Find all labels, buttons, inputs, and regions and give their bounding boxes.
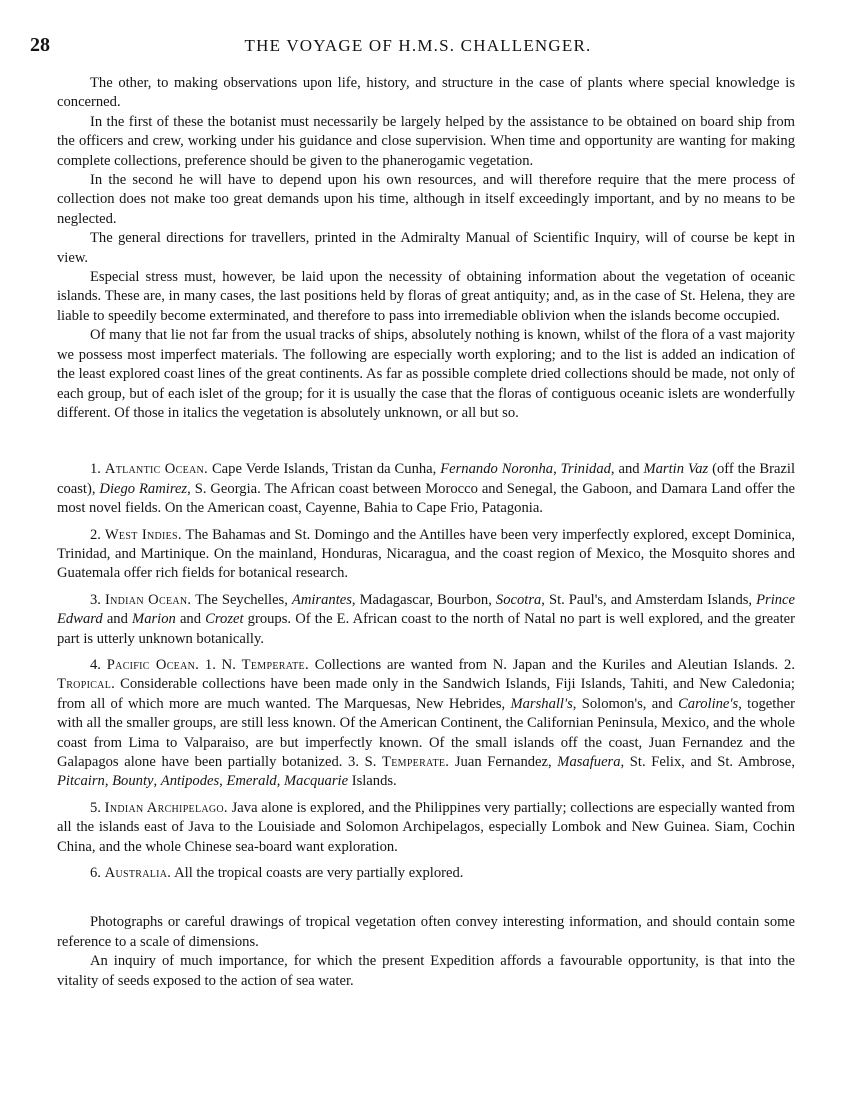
region-atlantic-ocean — [57, 460, 795, 518]
region-text: , together with all the smaller groups, are still less known. Of the American Continent, the Californian Peninsula, Mexico, and the whole coast from Lima to Valparaiso, are but imperfectly known. Of the small islands off the coast, Juan Fernandez and the Galapagos alone have been partially botanized. — [57, 695, 795, 770]
subregion-number: 1. N. — [204, 656, 236, 673]
region-number: 4. — [90, 656, 101, 673]
unknown-locality: Macquarie — [284, 773, 349, 790]
page-header — [30, 34, 806, 58]
region-text: , and — [610, 461, 644, 478]
region-text: Java alone is explored, and the Philippines very partially; collections are especially wanted from all the islands east of Java to the Louisiade and Solomon Archipelagos, especially Lombok and New Guinea. Siam, Cochin China, and the whole Chinese sea-board want exploration. — [57, 799, 795, 855]
subregion-number: 2. — [784, 656, 795, 673]
region-text: and — [175, 611, 206, 628]
paragraph: In the second he will have to depend upon his own resources, and will therefore require that the mere process of collection does not make too great demands upon his time, although in itself exceedingly important, and by no means to be neglected. — [57, 172, 795, 227]
region-number: 6. — [90, 865, 101, 882]
region-number: 5. — [90, 799, 101, 816]
unknown-locality: Diego Ramirez — [99, 480, 188, 497]
region-pacific-ocean — [57, 656, 795, 792]
region-indian-ocean — [57, 591, 795, 649]
region-label: Indian Ocean. — [104, 591, 192, 608]
paragraph: Especial stress must, however, be laid upon the necessity of obtaining information about the vegetation of oceanic islands. These are, in many cases, the last positions held by floras of great antiquity; and, as in the case of St. Helena, they are liable to speedily become exterminated, and therefore to pass into irremediable oblivion when the islands become occupied. — [57, 269, 795, 324]
paragraph: In the first of these the botanist must necessarily be largely helped by the assistance to be obtained on board ship from the officers and crew, working under his guidance and close supervision. When time and opportunity are wanting for making complete collections, preference should be given to the phanerogamic vegetation. — [57, 113, 795, 169]
region-text: Considerable collections have been made only in the Sandwich Islands, Fiji Islands, Tahiti, and New Caledonia; from all of which more are much wanted. The Marquesas, New Hebrides, — [57, 676, 795, 712]
subregion-label: Temperate. — [382, 754, 450, 770]
region-text: , — [553, 461, 561, 478]
region-text: Collections are wanted from N. Japan and the Kuriles and Aleutian Islands. — [314, 656, 779, 673]
unknown-locality: Bounty — [112, 773, 154, 790]
unknown-locality: Martin Vaz — [643, 461, 709, 478]
region-text: The Seychelles, — [195, 591, 292, 608]
region-label: Australia. — [104, 865, 172, 882]
unknown-locality: Marion — [132, 611, 176, 628]
region-text: and — [102, 611, 133, 628]
unknown-locality: Amirantes — [291, 591, 352, 608]
region-label: Atlantic Ocean. — [104, 461, 209, 478]
page-body — [57, 74, 795, 991]
paragraph: The general directions for travellers, printed in the Admiralty Manual of Scientific Inquiry, will of course be kept in view. — [57, 230, 795, 266]
running-title: THE VOYAGE OF H.M.S. CHALLENGER. — [244, 36, 592, 55]
region-text: , — [153, 773, 161, 790]
unknown-locality: Crozet — [205, 611, 244, 628]
region-text: , — [104, 773, 113, 790]
section-spacer — [57, 883, 795, 913]
paragraph: Photographs or careful drawings of tropical vegetation often convey interesting information, and should contain some reference to a scale of dimensions. — [57, 914, 795, 950]
section-spacer — [57, 423, 795, 453]
subregion-label: Temperate. — [241, 656, 309, 673]
paragraph: An inquiry of much importance, for which the present Expedition affords a favourable opportunity, is that into the vitality of seeds exposed to the action of sea water. — [57, 953, 795, 989]
region-west-indies — [57, 526, 795, 584]
region-text: , Solomon's, and — [572, 695, 679, 712]
unknown-locality: Emerald — [226, 773, 277, 790]
region-text: , — [219, 773, 227, 790]
region-indian-archipelago — [57, 799, 795, 857]
unknown-locality: Marshall's — [510, 695, 573, 712]
subregion-label: Tropical. — [57, 676, 116, 693]
region-text: , St. Felix, and St. Ambrose, — [620, 754, 795, 770]
unknown-locality: Trinidad — [560, 461, 611, 478]
unknown-locality: Antipodes — [160, 773, 220, 790]
unknown-locality: Prince Edward — [57, 591, 795, 628]
region-label: Indian Archipelago. — [104, 799, 228, 816]
region-label: Pacific Ocean. — [106, 656, 200, 673]
region-text: , St. Paul's, and Amsterdam Islands, — [541, 591, 757, 608]
region-text: groups. Of the E. African coast to the north of Natal no part is well explored, and the greater part is utterly unknown botanically. — [57, 611, 795, 647]
region-number: 1. — [90, 461, 101, 478]
unknown-locality: Masafuera — [557, 754, 621, 770]
region-text: All the tropical coasts are very partially explored. — [174, 865, 464, 882]
region-text: (off the Brazil coast), — [57, 461, 796, 497]
region-number: 2. — [90, 526, 101, 543]
region-text: Islands. — [348, 773, 397, 790]
unknown-locality: Caroline's — [678, 695, 739, 712]
region-text: , S. Georgia. The African coast between Morocco and Senegal, the Gaboon, and Damara Land offer the most novel fields. On the American coast, Cayenne, Bahia to Cape Frio, Patagonia. — [57, 480, 795, 517]
subregion-number: 3. S. — [348, 754, 377, 770]
region-text: Juan Fernandez, — [454, 754, 558, 770]
region-text: , Madagascar, Bourbon, — [351, 591, 496, 608]
paragraph: The other, to making observations upon life, history, and structure in the case of plants where special knowledge is concerned. — [57, 75, 795, 111]
paragraph: Of many that lie not far from the usual tracks of ships, absolutely nothing is known, whilst of the flora of a vast majority we possess most imperfect materials. The following are especially worth exploring; and to the list is added an indication of the least explored coast lines of the great continents. As far as possible complete dried collections should be made, not only of each group, but of each islet of the group; for it is usually the case that the floras of contiguous oceanic islets are wonderfully different. Of those in italics the vegetation is absolutely unknown, or all but so. — [57, 327, 795, 421]
unknown-locality: Fernando Noronha — [440, 461, 554, 478]
region-number: 3. — [90, 591, 101, 608]
region-text: The Bahamas and St. Domingo and the Antilles have been very imperfectly explored, except Dominica, Trinidad, and Martinique. On the mainland, Honduras, Nicaragua, and the coast region of Mexico, the Mosquito shores and Guatemala offer rich fields for botanical research. — [57, 526, 795, 582]
region-text: Cape Verde Islands, Tristan da Cunha, — [211, 461, 441, 478]
unknown-locality: Socotra — [495, 591, 542, 608]
unknown-locality: Pitcairn — [57, 773, 105, 790]
page-number: 28 — [30, 34, 50, 56]
region-text: , — [276, 773, 285, 790]
region-australia — [57, 864, 795, 883]
region-label: West Indies. — [104, 526, 182, 543]
